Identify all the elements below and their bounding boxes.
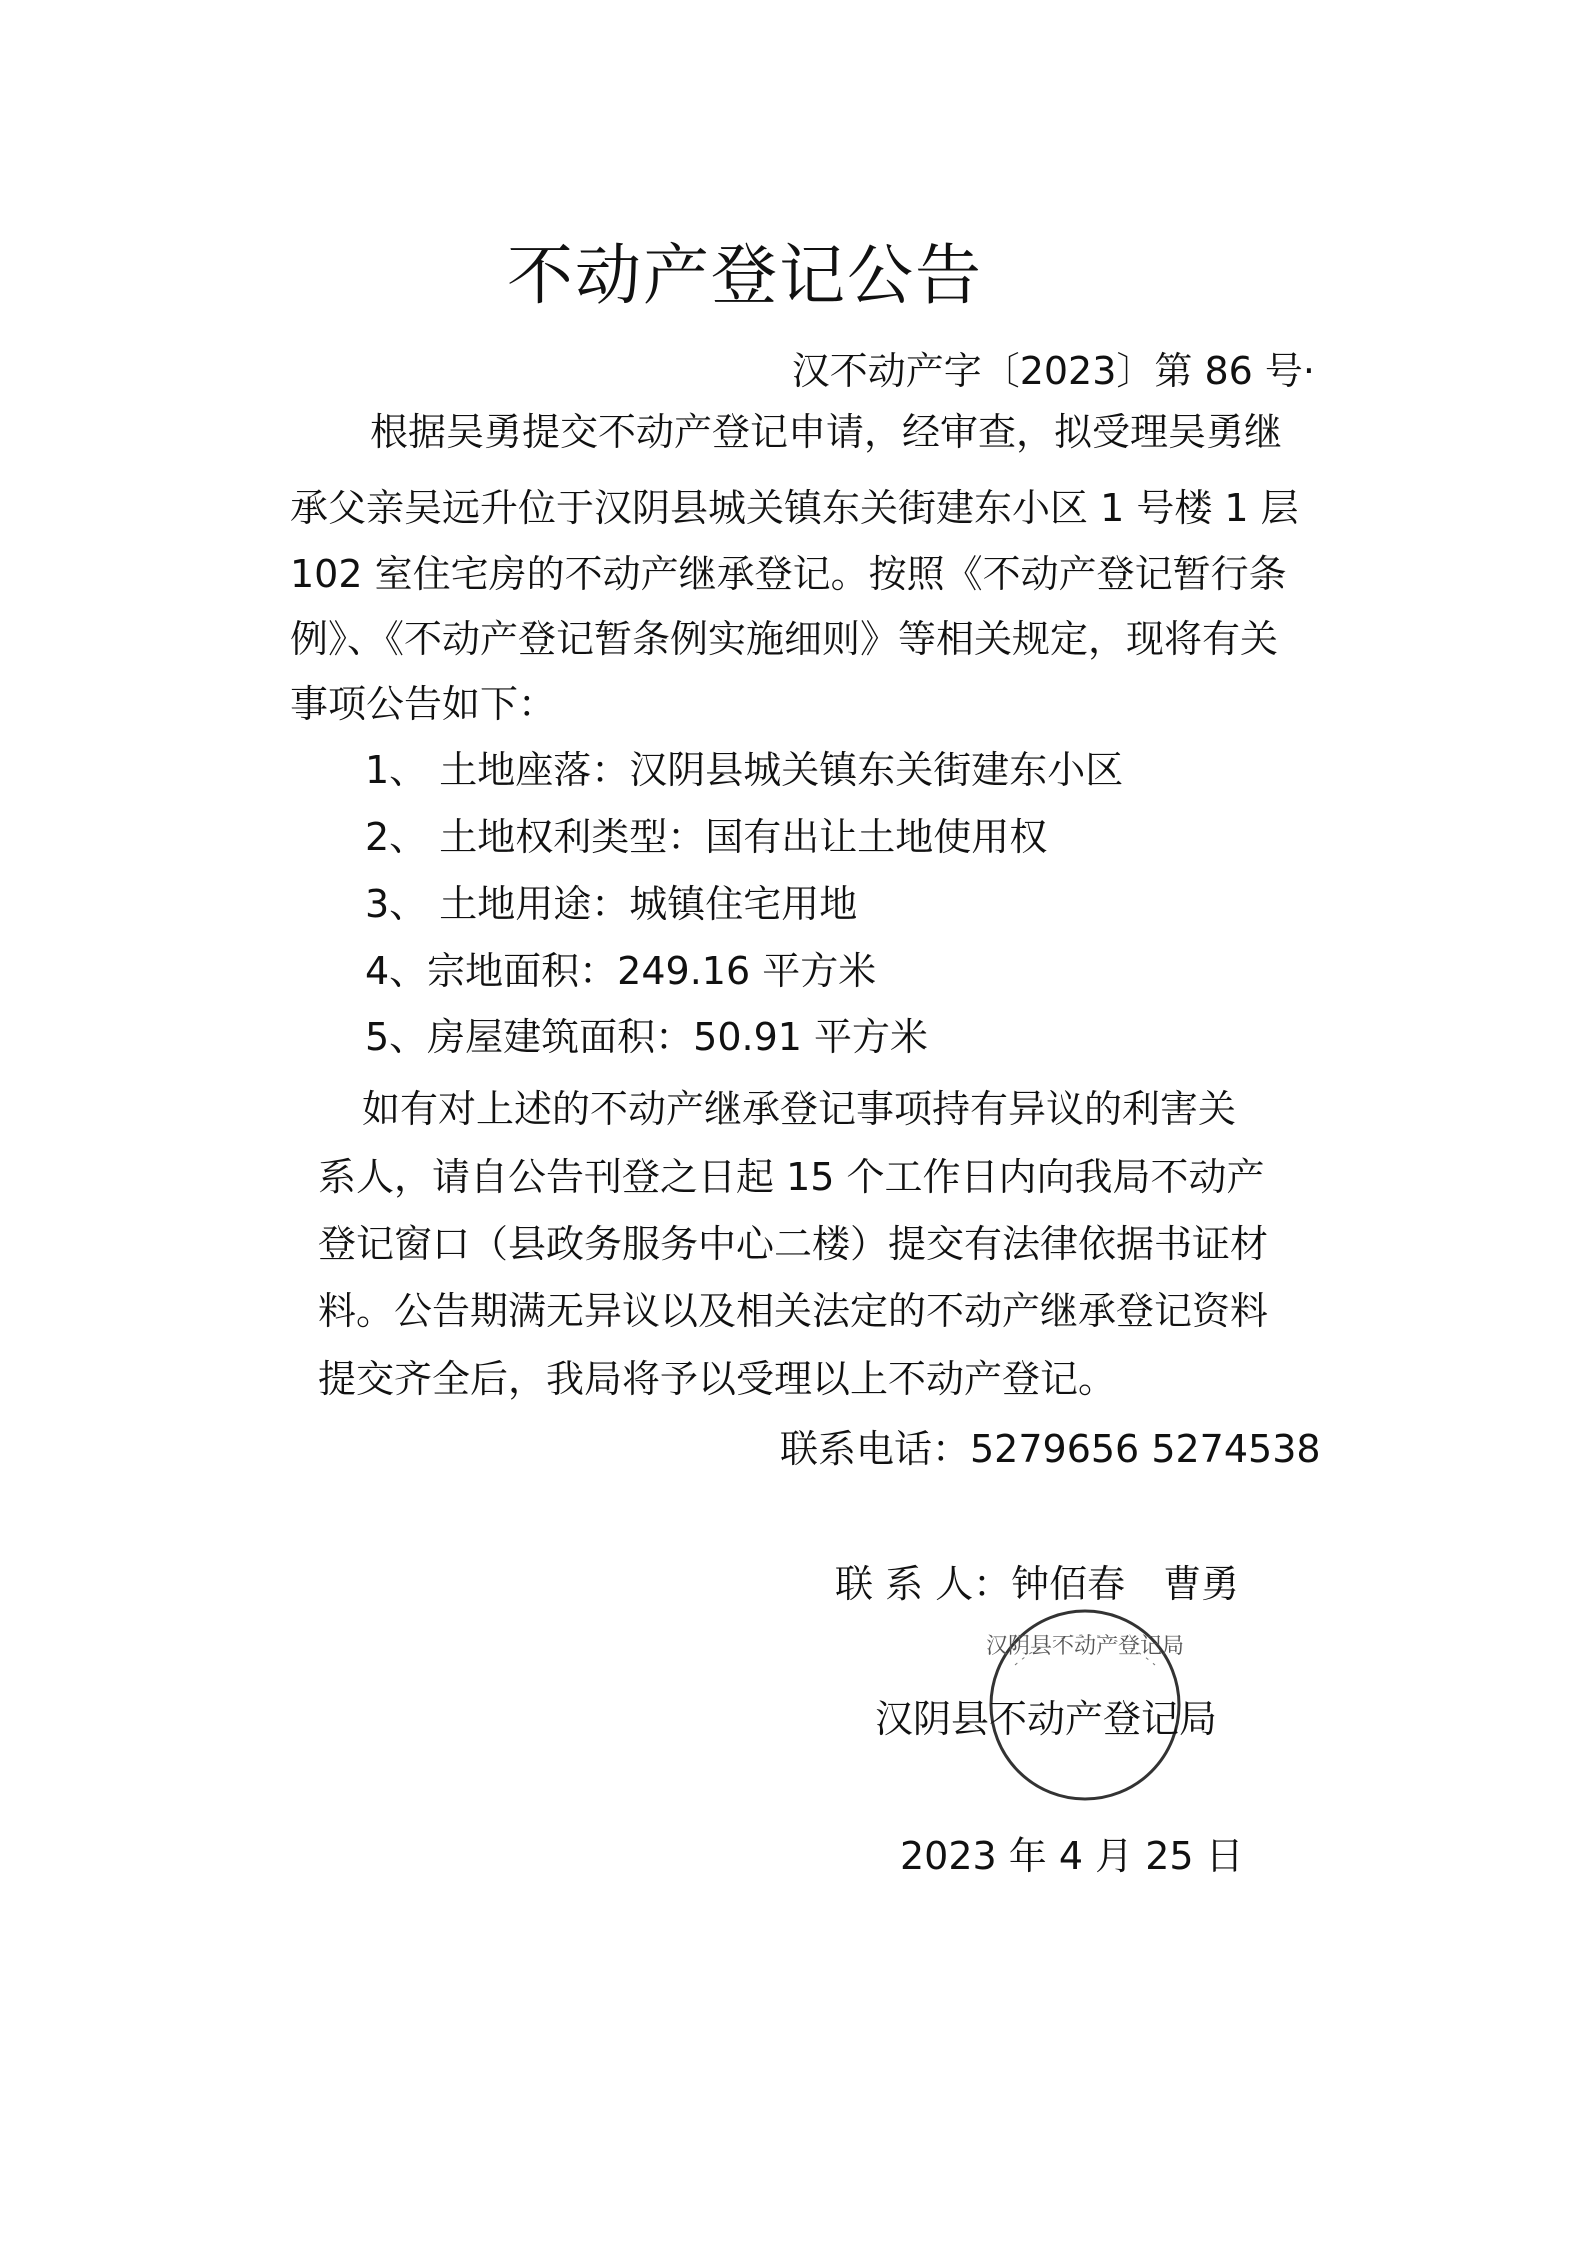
objection-line: 提交齐全后，我局将予以受理以上不动产登记。 xyxy=(318,1357,1117,1401)
contact-persons: 联 系 人：钟佰春 曹勇 xyxy=(835,1562,1240,1606)
intro-line: 根据吴勇提交不动产登记申请，经审查，拟受理吴勇继 xyxy=(370,410,1283,454)
item-building-area: 5、房屋建筑面积：50.91 平方米 xyxy=(365,1015,929,1059)
objection-line: 登记窗口（县政务服务中心二楼）提交有法律依据书证材 xyxy=(318,1222,1269,1266)
objection-line: 如有对上述的不动产继承登记事项持有异议的利害关 xyxy=(362,1087,1237,1131)
intro-line: 例》、《不动产登记暂条例实施细则》等相关规定，现将有关 xyxy=(290,617,1279,661)
objection-line: 料。公告期满无异议以及相关法定的不动产继承登记资料 xyxy=(318,1289,1269,1333)
item-land-rights-type: 2、 土地权利类型：国有出让土地使用权 xyxy=(365,815,1048,859)
objection-line: 系人，请自公告刊登之日起 15 个工作日内向我局不动产 xyxy=(318,1155,1265,1199)
intro-line: 事项公告如下： xyxy=(290,682,557,726)
intro-line: 102 室住宅房的不动产继承登记。按照《不动产登记暂行条 xyxy=(290,552,1287,596)
contact-phone: 联系电话：5279656 5274538 xyxy=(780,1427,1321,1471)
issue-date: 2023 年 4 月 25 日 xyxy=(900,1834,1244,1878)
item-land-location: 1、 土地座落：汉阴县城关镇东关街建东小区 xyxy=(365,748,1124,792)
intro-line: 承父亲吴远升位于汉阴县城关镇东关街建东小区 1 号楼 1 层 xyxy=(290,486,1299,530)
item-parcel-area: 4、宗地面积：249.16 平方米 xyxy=(365,949,877,993)
seal-text: 汉阴县不动产登记局 xyxy=(985,1634,1185,1659)
document-title: 不动产登记公告 xyxy=(507,237,983,314)
document-number: 汉不动产字〔2023〕第 86 号· xyxy=(791,349,1315,393)
issuer-name: 汉阴县不动产登记局 xyxy=(875,1697,1218,1741)
item-land-use: 3、 土地用途：城镇住宅用地 xyxy=(365,882,858,926)
